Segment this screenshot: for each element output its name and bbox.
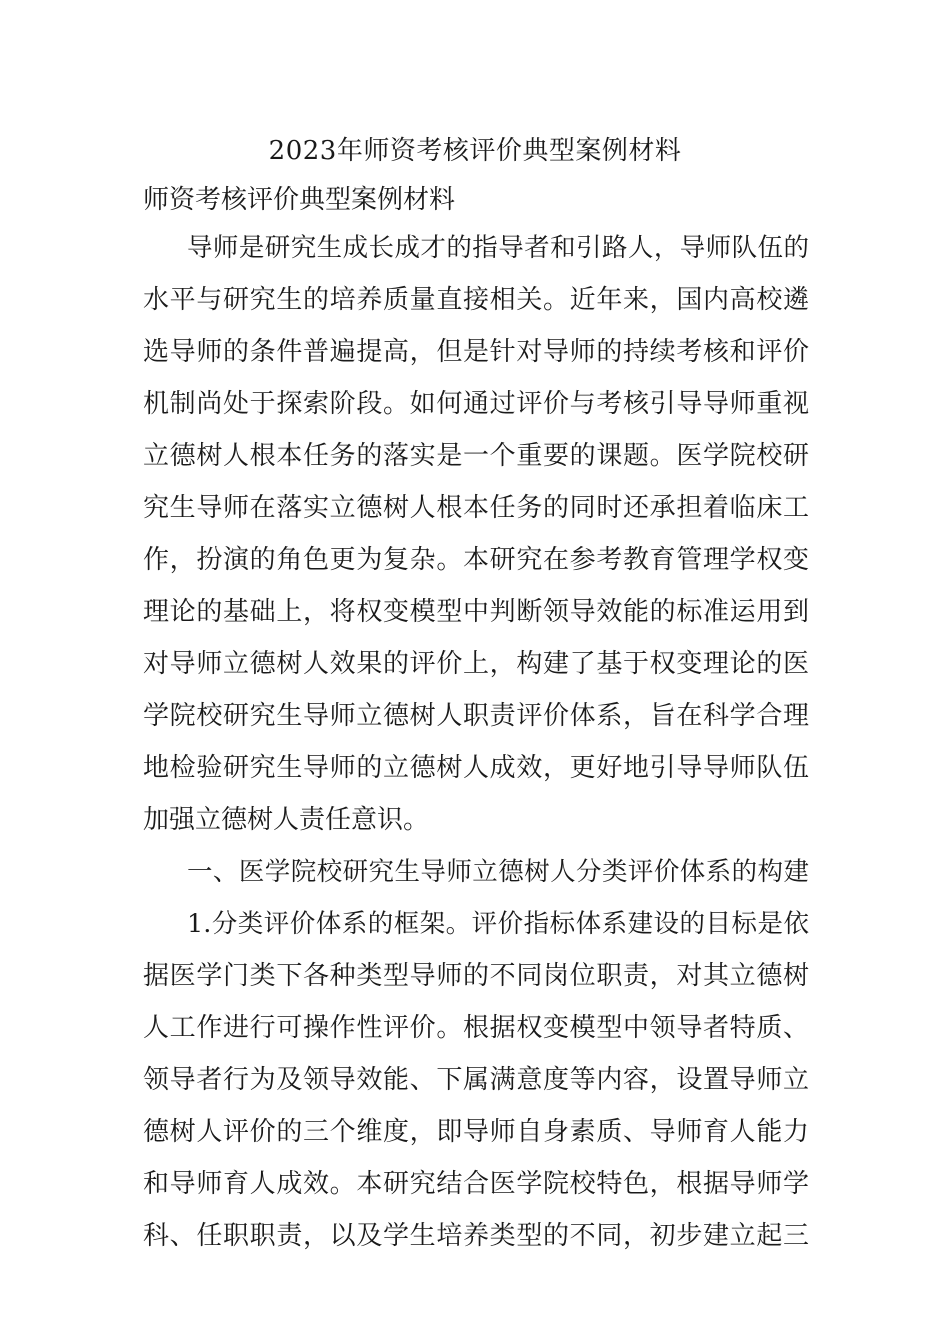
paragraph-line: 导师是研究生成长成才的指导者和引路人，导师队伍的 xyxy=(187,233,809,263)
paragraph-line: 对导师立德树人效果的评价上，构建了基于权变理论的医 xyxy=(143,649,809,679)
section-heading: 一、医学院校研究生导师立德树人分类评价体系的构建 xyxy=(187,857,809,887)
paragraph-line: 水平与研究生的培养质量直接相关。近年来，国内高校遴 xyxy=(143,285,809,315)
paragraph-line: 究生导师在落实立德树人根本任务的同时还承担着临床工 xyxy=(143,493,809,523)
paragraph-line: 学院校研究生导师立德树人职责评价体系，旨在科学合理 xyxy=(143,701,809,731)
paragraph-line: 选导师的条件普遍提高，但是针对导师的持续考核和评价 xyxy=(143,337,809,367)
paragraph-line: 加强立德树人责任意识。 xyxy=(143,805,430,835)
paragraph-line: 立德树人根本任务的落实是一个重要的课题。医学院校研 xyxy=(143,441,809,471)
paragraph-line: 理论的基础上，将权变模型中判断领导效能的标准运用到 xyxy=(143,597,809,627)
paragraph-line: 科、任职职责，以及学生培养类型的不同，初步建立起三 xyxy=(143,1221,809,1251)
paragraph-line: 1.分类评价体系的框架。评价指标体系建设的目标是依 xyxy=(187,909,809,939)
paragraph-line: 据医学门类下各种类型导师的不同岗位职责，对其立德树 xyxy=(143,961,809,991)
paragraph-line: 机制尚处于探索阶段。如何通过评价与考核引导导师重视 xyxy=(143,389,809,419)
paragraph-line: 人工作进行可操作性评价。根据权变模型中领导者特质、 xyxy=(143,1013,809,1043)
document-title: 2023年师资考核评价典型案例材料 xyxy=(268,136,682,166)
paragraph-line: 领导者行为及领导效能、下属满意度等内容，设置导师立 xyxy=(143,1065,809,1095)
paragraph-line: 作，扮演的角色更为复杂。本研究在参考教育管理学权变 xyxy=(143,545,809,575)
paragraph-line: 德树人评价的三个维度，即导师自身素质、导师育人能力 xyxy=(143,1117,809,1147)
document-subtitle: 师资考核评价典型案例材料 xyxy=(143,185,456,215)
paragraph-line: 和导师育人成效。本研究结合医学院校特色，根据导师学 xyxy=(143,1169,809,1199)
paragraph-line: 地检验研究生导师的立德树人成效，更好地引导导师队伍 xyxy=(143,753,809,783)
